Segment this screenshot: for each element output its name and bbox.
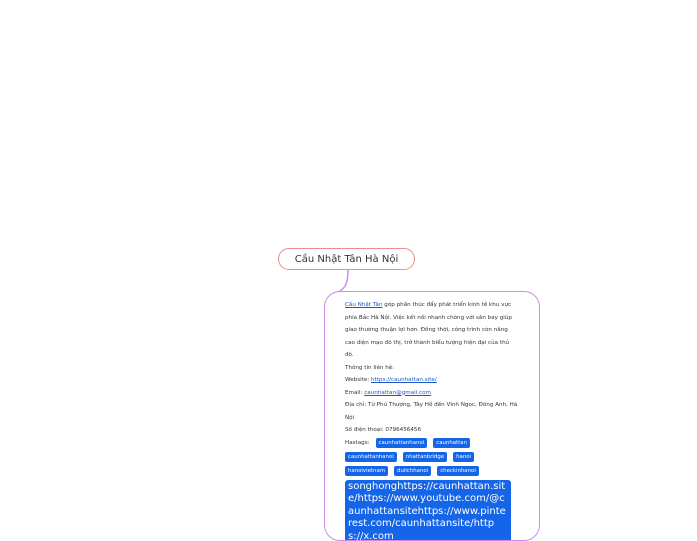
hashtag-list [345, 438, 519, 476]
hashtag-tag[interactable]: checkinhanoi [437, 466, 479, 476]
hashtag-tag[interactable]: hanoi [453, 452, 474, 462]
hashtag-tag[interactable]: caunhattan [433, 438, 470, 448]
hashtag-tag[interactable]: hanoivietnam [345, 466, 388, 476]
hashtag-tag[interactable]: dulichhanoi [394, 466, 431, 476]
email-link[interactable]: caunhattan@gmail.com [364, 390, 431, 396]
contact-heading: Thông tin liên hệ: [345, 362, 519, 375]
email-label: Email: [345, 390, 364, 396]
address-line: Địa chỉ: Từ Phú Thượng, Tây Hồ đến Vĩnh Ngọc, Đông Anh, Hà Nội [345, 399, 519, 424]
intro-text: góp phần thúc đẩy phát triển kinh tế khu vực phía Bắc Hà Nội. Việc kết nối nhanh chóng với sân bay giúp giao thương thuận lợi hơn. Đồng thời, công trình còn nâng cao diện mạo đô thị, trở thành biểu tượng hiện đại của thủ đô. [345, 302, 512, 358]
intro-link[interactable]: Cầu Nhật Tân [345, 302, 383, 308]
hashtag-tag[interactable]: caunhattanhanoi [345, 452, 397, 462]
phone-line: Số điện thoại: 0796456456 [345, 424, 519, 437]
website-label: Website: [345, 377, 371, 383]
hastags-label: Hastags: [345, 438, 370, 448]
email-line [345, 387, 519, 400]
website-line [345, 374, 519, 387]
website-link[interactable]: https://caunhattan.site/ [371, 377, 437, 383]
topic-card[interactable] [324, 291, 540, 541]
hashtag-tag[interactable]: nhattanbridge [403, 452, 447, 462]
hashtag-tag[interactable]: caunhattanhanoi [376, 438, 428, 448]
central-topic-label: Cầu Nhật Tân Hà Nội [295, 254, 398, 265]
intro-paragraph [345, 299, 519, 362]
hashtag-long-tag[interactable]: songhonghttps://caunhattan.site/https://www.youtube.com/@caunhattansitehttps://www.pinterest.com/caunhattansite/https://x.com [345, 480, 511, 541]
central-topic[interactable] [278, 248, 415, 270]
